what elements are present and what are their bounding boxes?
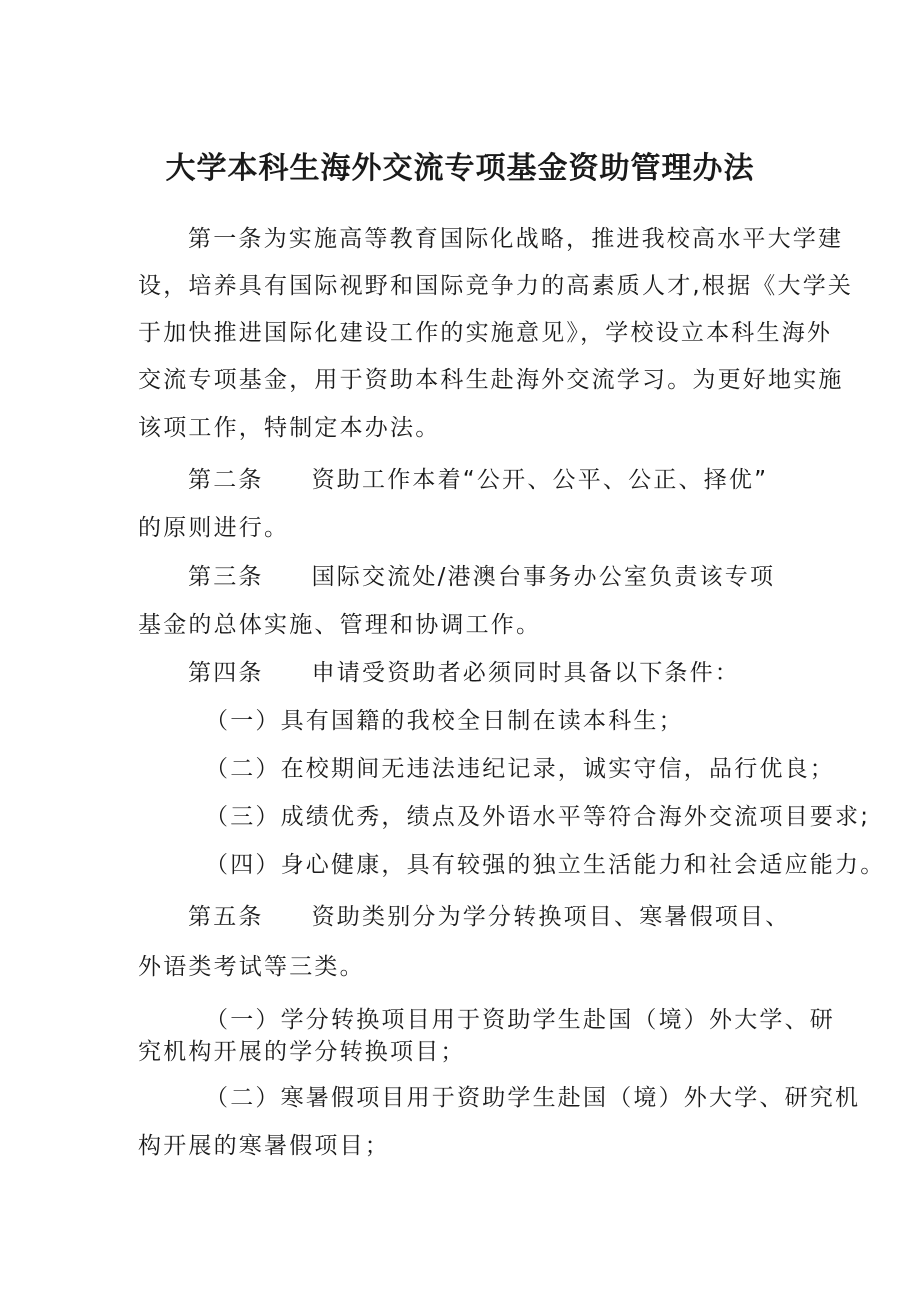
paragraph-line: 的原则进行。 — [138, 515, 290, 541]
list-item: （四）身心健康，具有较强的独立生活能力和社会适应能力。 — [205, 852, 886, 878]
article-heading-line — [188, 902, 790, 932]
list-item: （一）学分转换项目用于资助学生赴国（境）外大学、研 — [205, 1007, 835, 1033]
article-text: 国际交流处/港澳台事务办公室负责该专项 — [311, 564, 776, 590]
paragraph-line: 该项工作，特制定本办法。 — [138, 415, 441, 441]
article-heading-line — [188, 562, 775, 592]
article-text: 资助工作本着“公开、公平、公正、择优” — [311, 467, 769, 493]
paragraph-line: 构开展的寒暑假项目； — [138, 1133, 390, 1159]
article-heading-line — [188, 658, 740, 688]
article-label: 第三条 — [188, 564, 264, 590]
paragraph-line: 第一条为实施高等教育国际化战略，推进我校高水平大学建 — [188, 226, 844, 252]
paragraph-line: 交流专项基金，用于资助本科生赴海外交流学习。为更好地实施 — [138, 367, 844, 393]
list-item: （二）寒暑假项目用于资助学生赴国（境）外大学、研究机 — [205, 1085, 861, 1111]
list-item: （一）具有国籍的我校全日制在读本科生； — [205, 708, 684, 734]
article-label: 第四条 — [188, 660, 264, 686]
article-text: 资助类别分为学分转换项目、寒暑假项目、 — [311, 904, 791, 930]
article-text: 申请受资助者必须同时具备以下条件： — [311, 660, 741, 686]
article-heading-line — [188, 465, 768, 495]
paragraph-line: 外语类考试等三类。 — [138, 954, 365, 980]
paragraph-line: 究机构开展的学分转换项目； — [138, 1039, 466, 1065]
list-item: （三）成绩优秀，绩点及外语水平等符合海外交流项目要求; — [205, 804, 871, 830]
paragraph-line: 于加快推进国际化建设工作的实施意见》，学校设立本科生海外 — [138, 320, 833, 346]
paragraph-line: 基金的总体实施、管理和协调工作。 — [138, 612, 542, 638]
document-title: 大学本科生海外交流专项基金资助管理办法 — [165, 151, 755, 186]
paragraph-line: 设，培养具有国际视野和国际竞争力的高素质人才,根据《大学关 — [138, 273, 854, 299]
article-label: 第二条 — [188, 467, 264, 493]
list-item: （二）在校期间无违法违纪记录，诚实守信，品行优良； — [205, 756, 835, 782]
article-label: 第五条 — [188, 904, 264, 930]
